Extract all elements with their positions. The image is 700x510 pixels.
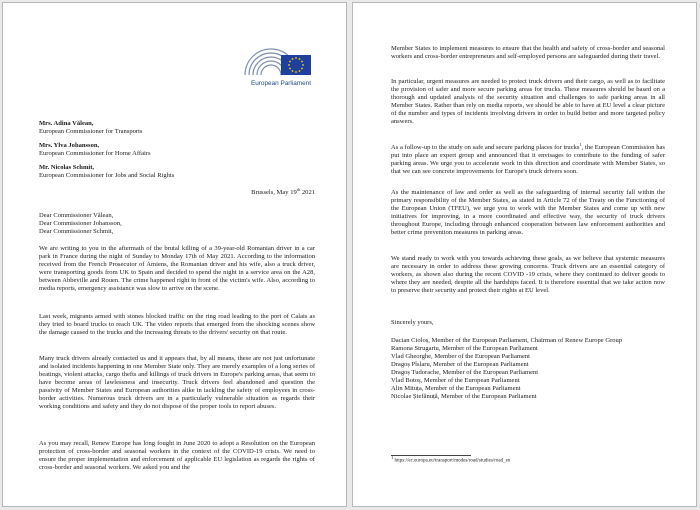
footnote-ref: 1: [579, 141, 582, 147]
signatory: Vlad Gheorghe, Member of the European Parliament: [391, 353, 530, 361]
salutation: Dear Commissioner Vălean,: [39, 212, 114, 219]
body-paragraph: We stand ready to work with you towards achieving these goals, as we believe that systemic measures are necessary in order to address these growing concerns. Truck drivers are an essential category of workers, as shown also during the recent COVID -19 crisis, where they continued to deliver goods to where they are needed, despite all the hardships faced. It is therefore essential that we take action now to preserve their security and protect their rights at EU level.: [391, 255, 665, 295]
footnote: 1 https://ec.europa.eu/transport/modes/road/studies/road_en: [391, 455, 511, 464]
addressee-title: European Commissioner for Home Affairs: [39, 150, 151, 158]
signatory: Dacian Cioloș, Member of the European Parliament, Chairman of Renew Europe Group: [391, 337, 623, 344]
signatory: Dragoș Pîslaru, Member of the European Parliament: [391, 361, 529, 369]
body-paragraph: We are writing to you in the aftermath of the brutal killing of a 39-year-old Romanian driver in a car park in France during the night of Sunday to Monday 17th of May 2021. According to the information received from the French Prosecutor of Amiens, the Romanian driver and his wife, also a truck driver, were transporting goods from UK to Spain and decided to spend the night in a service area on the A28, between Abbeville and Rouen. The crime happened right in front of the victim's wife. Also, according to media reports, emergency assistance was slow to arrive on the scene.: [39, 245, 315, 293]
addressee-title: European Commissioner for Transports: [39, 128, 143, 136]
signatories-list: [391, 337, 665, 401]
addressee-name: Mrs. Adina Vălean,: [39, 120, 94, 127]
signatory: Ramona Strugariu, Member of the European Parliament: [391, 345, 538, 353]
body-paragraph: As the maintenance of law and order as well as the safeguarding of internal security fall within the primary responsibility of the Member States, as stated in Article 72 of the Treaty on the Functioning of the European Union (TFEU), we urge you to work with the Member States and come up with new initiatives for improving, in a more coordinated and effective way, the security of truck drivers throughout Europe, including through enhanced cooperation between law enforcement authorities and better crime prevention measures in parking areas.: [391, 189, 665, 237]
salutation: Dear Commissioner Johansson,: [39, 220, 122, 228]
salutation: Dear Commissioner Schmit,: [39, 228, 114, 236]
addressee-name: Mrs. Ylva Johansson,: [39, 142, 100, 150]
signatory: Vlad Botoș, Member of the European Parliament: [391, 377, 520, 385]
letter-page-2: [352, 2, 697, 507]
logo-label: European Parliament: [250, 80, 312, 87]
footnote-link[interactable]: https://ec.europa.eu/transport/modes/road/studies/road_en: [394, 458, 511, 464]
parliament-emblem-icon: [235, 43, 327, 79]
body-paragraph: As a follow-up to the study on safe and secure parking places for trucks$^1$, the European Commission has put into place an expert group and announced that it envisages to contribute to the funding of safer parking areas. We urge you to accelerate work in this direction and coordinate with Member States, so that we can see concrete improvements for Europe's truck drivers soon.: [391, 141, 665, 176]
addressee-title: European Commissioner for Jobs and Social Rights: [39, 172, 175, 180]
body-paragraph: Last week, migrants armed with stones blocked traffic on the ring road leading to the port of Calais as they tried to board trucks to reach UK. The video reports that emerged from the shocking scenes show the damage caused to the trucks and the increasing threats to the drivers' security on that route.: [39, 313, 315, 337]
signatory: Nicolae Ștefănuță, Member of the European Parliament: [391, 393, 537, 401]
body-paragraph: As you may recall, Renew Europe has long fought in June 2020 to adopt a Resolution on the European protection of cross-border and seasonal workers in the context of the COVID-19 crisis. We need to ensure the proper implementation and enforcement of applicable EU legislation as regards the rights of cross-border and seasonal workers. We asked you and the: [39, 440, 315, 472]
body-paragraph: Many truck drivers already contacted us and it appears that, by all means, these are not just unfortunate and isolated incidents happening in one Member State only. They are merely examples of a long series of beatings, violent attacks, cargo thefts and killings of truck drivers in Europe's parking areas, that seem to have become areas of lawlessness and insecurity. Truck drivers feel abandoned and question the passivity of Member States and European authorities alike in tackling the safety of employees in cross-border activities. Numerous truck drivers are in a particularly vulnerable situation as regards their working conditions and safety and they do not dispose of the proper tools to report abuses.: [39, 355, 315, 411]
body-paragraph: Member States to implement measures to ensure that the health and safety of cross-border and seasonal workers and cross-border entrepreneurs and self-employed persons are safeguarded during their travel.: [391, 45, 665, 61]
footnote-divider: [391, 455, 471, 456]
signatory: Alin Mituța, Member of the European Parliament: [391, 385, 521, 393]
letter-page-1: [2, 2, 347, 507]
body-paragraph: In particular, urgent measures are needed to protect truck drivers and their cargo, as well as to facilitate the provision of safer and more secure parking areas for trucks. These measures should be based on a thorough and updated analysis of the security situation and challenges to safe parking areas in all Member States. Rather than rely on media reports, we should be able to have at EU level a clear picture of the number and types of incidents involving drivers in order to build better and more targeted policy answers.: [391, 78, 665, 126]
salutation-block: [39, 212, 315, 236]
european-parliament-logo: [235, 43, 327, 93]
signatory: Dragoș Tudorache, Member of the European Parliament: [391, 369, 539, 377]
closing: Sincerely yours,: [391, 319, 434, 326]
addressee-block: [39, 120, 315, 180]
letter-date: Brussels, May 19th 2021: [251, 186, 315, 196]
addressee-name: Mr. Nicolas Schmit,: [39, 164, 95, 172]
